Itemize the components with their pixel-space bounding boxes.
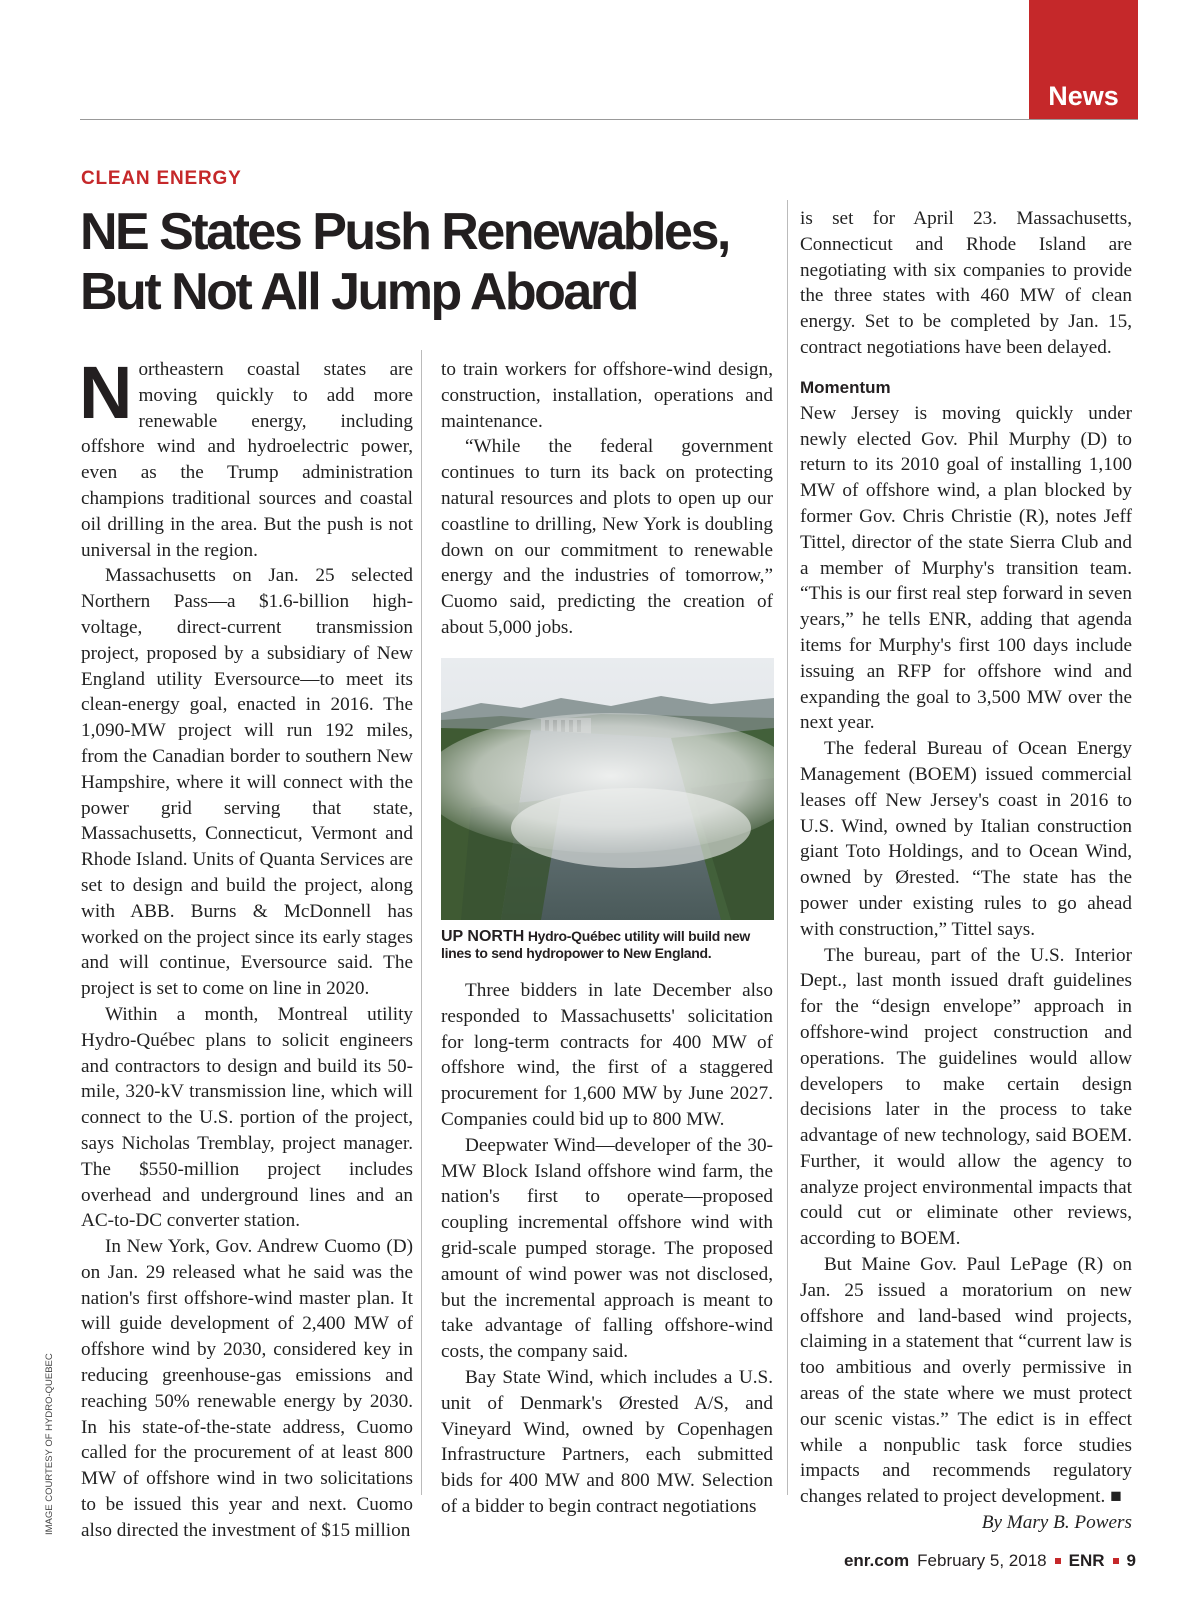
paragraph: New Jersey is moving quickly under newly elected Gov. Phil Murphy (D) to return to its 2010 goal of installing 1,100 MW of offshore wind, a plan blocked by former Gov. Chris Christie (R), notes Jeff Tittel, director of the state Sierra Club and a member of Murphy's transition team. “This is our first real step forward in seven years,” he tells ENR, adding that agenda items for Murphy's first 100 days include issuing an RFP for offshore wind and expanding the goal to 3,500 MW over the next year. (800, 402, 1132, 734)
dam-landscape-image (441, 658, 774, 920)
headline (80, 202, 740, 322)
paragraph: But Maine Gov. Paul LePage (R) on Jan. 25 issued a moratorium on new offshore and land-based wind projects, claiming in a statement that “current law is too ambitious and overly permissive in areas of the state where we must protect our scenic vistas.” The edict is in effect while a nonpublic task force studies impacts and recommends regulatory changes related to project development. ■ (800, 1254, 1132, 1508)
paragraph: The bureau, part of the U.S. Interior Dept., last month issued draft guidelines for the “design envelope” approach in offshore-wind project construction and operations. The guidelines would allow developers to make certain design decisions later in the process to take advantage of new technology, said BOEM. Further, it would allow the agency to analyze project environmental impacts that could cut or eliminate other reviews, according to BOEM. (800, 944, 1132, 1250)
paragraph: to train workers for offshore-wind design, construction, installation, operations and maintenance. (441, 359, 773, 432)
page-number: 9 (1126, 1551, 1136, 1570)
paragraph: “While the federal government continues to turn its back on protecting natural resources and plots to open up our coastline to drilling, New York is doubling down on our commitment to renewable energy and the industries of tomorrow,” Cuomo said, predicting the creation of about 5,000 jobs. (441, 436, 773, 638)
column-2-top (441, 357, 773, 641)
column-1 (79, 351, 413, 1544)
footer-site: enr.com (843, 1551, 910, 1570)
bullet-square-icon (1055, 1558, 1061, 1564)
paragraph: The federal Bureau of Ocean Energy Management (BOEM) issued commercial leases off New Jersey's coast in 2016 to U.S. Wind, owned by Italian construction giant Toto Holdings, and to Ocean Wind, owned by Ørested. “The state has the power under existing rules to go ahead with construction,” Tittel says. (800, 738, 1132, 940)
column-3 (800, 206, 1132, 1536)
image-credit: IMAGE COURTESY OF HYDRO-QUEBEC (44, 1353, 55, 1535)
column-divider (787, 200, 788, 1495)
paragraph: Bay State Wind, which includes a U.S. unit of Denmark's Ørested A/S, and Vineyard Wind, owned by Copenhagen Infrastructure Partners, each submitted bids for 400 MW and 800 MW. Selection of a bidder to begin contract negotiations (441, 1366, 773, 1517)
caption-text: Hydro-Québec utility will build new lines to send hydropower to New England. (441, 928, 750, 961)
page-footer (844, 1551, 1136, 1571)
paragraph: Three bidders in late December also responded to Massachusetts' solicitation for long-term contracts for 400 MW of offshore wind, the first of a staggered procurement for 1,600 MW by June 2027. Companies could bid up to 800 MW. (441, 980, 773, 1130)
bullet-square-icon (1113, 1558, 1119, 1564)
column-2-bottom (441, 978, 773, 1520)
caption-label: UP NORTH (441, 928, 525, 945)
section-tab: News (1029, 0, 1138, 120)
paragraph: In New York, Gov. Andrew Cuomo (D) on Jan. 29 released what he said was the nation's first offshore-wind master plan. It will guide development of 2,400 MW of offshore wind by 2030, considered key in reducing greenhouse-gas emissions and reaching 50% renewable energy by 2030. In his state-of-the-state address, Cuomo called for the procurement of at least 800 MW of offshore wind in two solicitations to be issued this year and next. Cuomo also directed the investment of $15 million (81, 1236, 413, 1541)
hydro-dam-photo (441, 658, 774, 920)
headline-line-1: NE States Push Renewables, (80, 203, 729, 261)
top-rule (80, 119, 1138, 120)
photo-caption (441, 928, 774, 962)
column-divider (421, 350, 422, 1495)
subhead-momentum: Momentum (800, 377, 891, 397)
paragraph: Deepwater Wind—developer of the 30-MW Block Island offshore wind farm, the nation's first to operate—proposed coupling incremental offshore wind with grid-scale pumped storage. The proposed amount of wind power was not disclosed, but the incremental approach is meant to take advantage of falling offshore-wind costs, the company said. (441, 1134, 773, 1363)
footer-date: February 5, 2018 (917, 1551, 1047, 1570)
paragraph: is set for April 23. Massachusetts, Connecticut and Rhode Island are negotiating with six companies to provide the three states with 460 MW of clean energy. Set to be completed by Jan. 15, contract negotiations have been delayed. (800, 208, 1132, 358)
paragraph: Massachusetts on Jan. 25 selected Northern Pass—a $1.6-billion high-voltage, direct-current transmission project, proposed by a subsidiary of New England utility Eversource—to meet its clean-energy goal, enacted in 2016. The 1,090-MW project will run 192 miles, from the Canadian border to southern New Hampshire, where it will connect with the power grid serving that state, Massachusetts, Connecticut, Vermont and Rhode Island. Units of Quanta Services are set to design and build the project, along with ABB. Burns & McDonnell has worked on the project since its early stages and will continue, Eversource said. The project is set to come on line in 2020. (81, 565, 413, 1000)
byline: By Mary B. Powers (981, 1512, 1132, 1534)
footer-brand: ENR (1068, 1551, 1105, 1570)
paragraph: Northeastern coastal states are moving quickly to add more renewable energy, including offshore wind and hydroelectric power, even as the Trump administration champions traditional sources and coastal oil drilling in the area. But the push is not universal in the region. (79, 351, 413, 561)
drop-cap: N (79, 351, 133, 434)
paragraph: Within a month, Montreal utility Hydro-Québec plans to solicit engineers and contractors to design and build its 50-mile, 320-kV transmission line, which will connect to the U.S. portion of the project, says Nicholas Tremblay, project manager. The $550-million project includes overhead and underground lines and an AC-to-DC converter station. (81, 1003, 413, 1232)
headline-line-2: But Not All Jump Aboard (80, 263, 637, 321)
kicker: CLEAN ENERGY (81, 168, 242, 189)
